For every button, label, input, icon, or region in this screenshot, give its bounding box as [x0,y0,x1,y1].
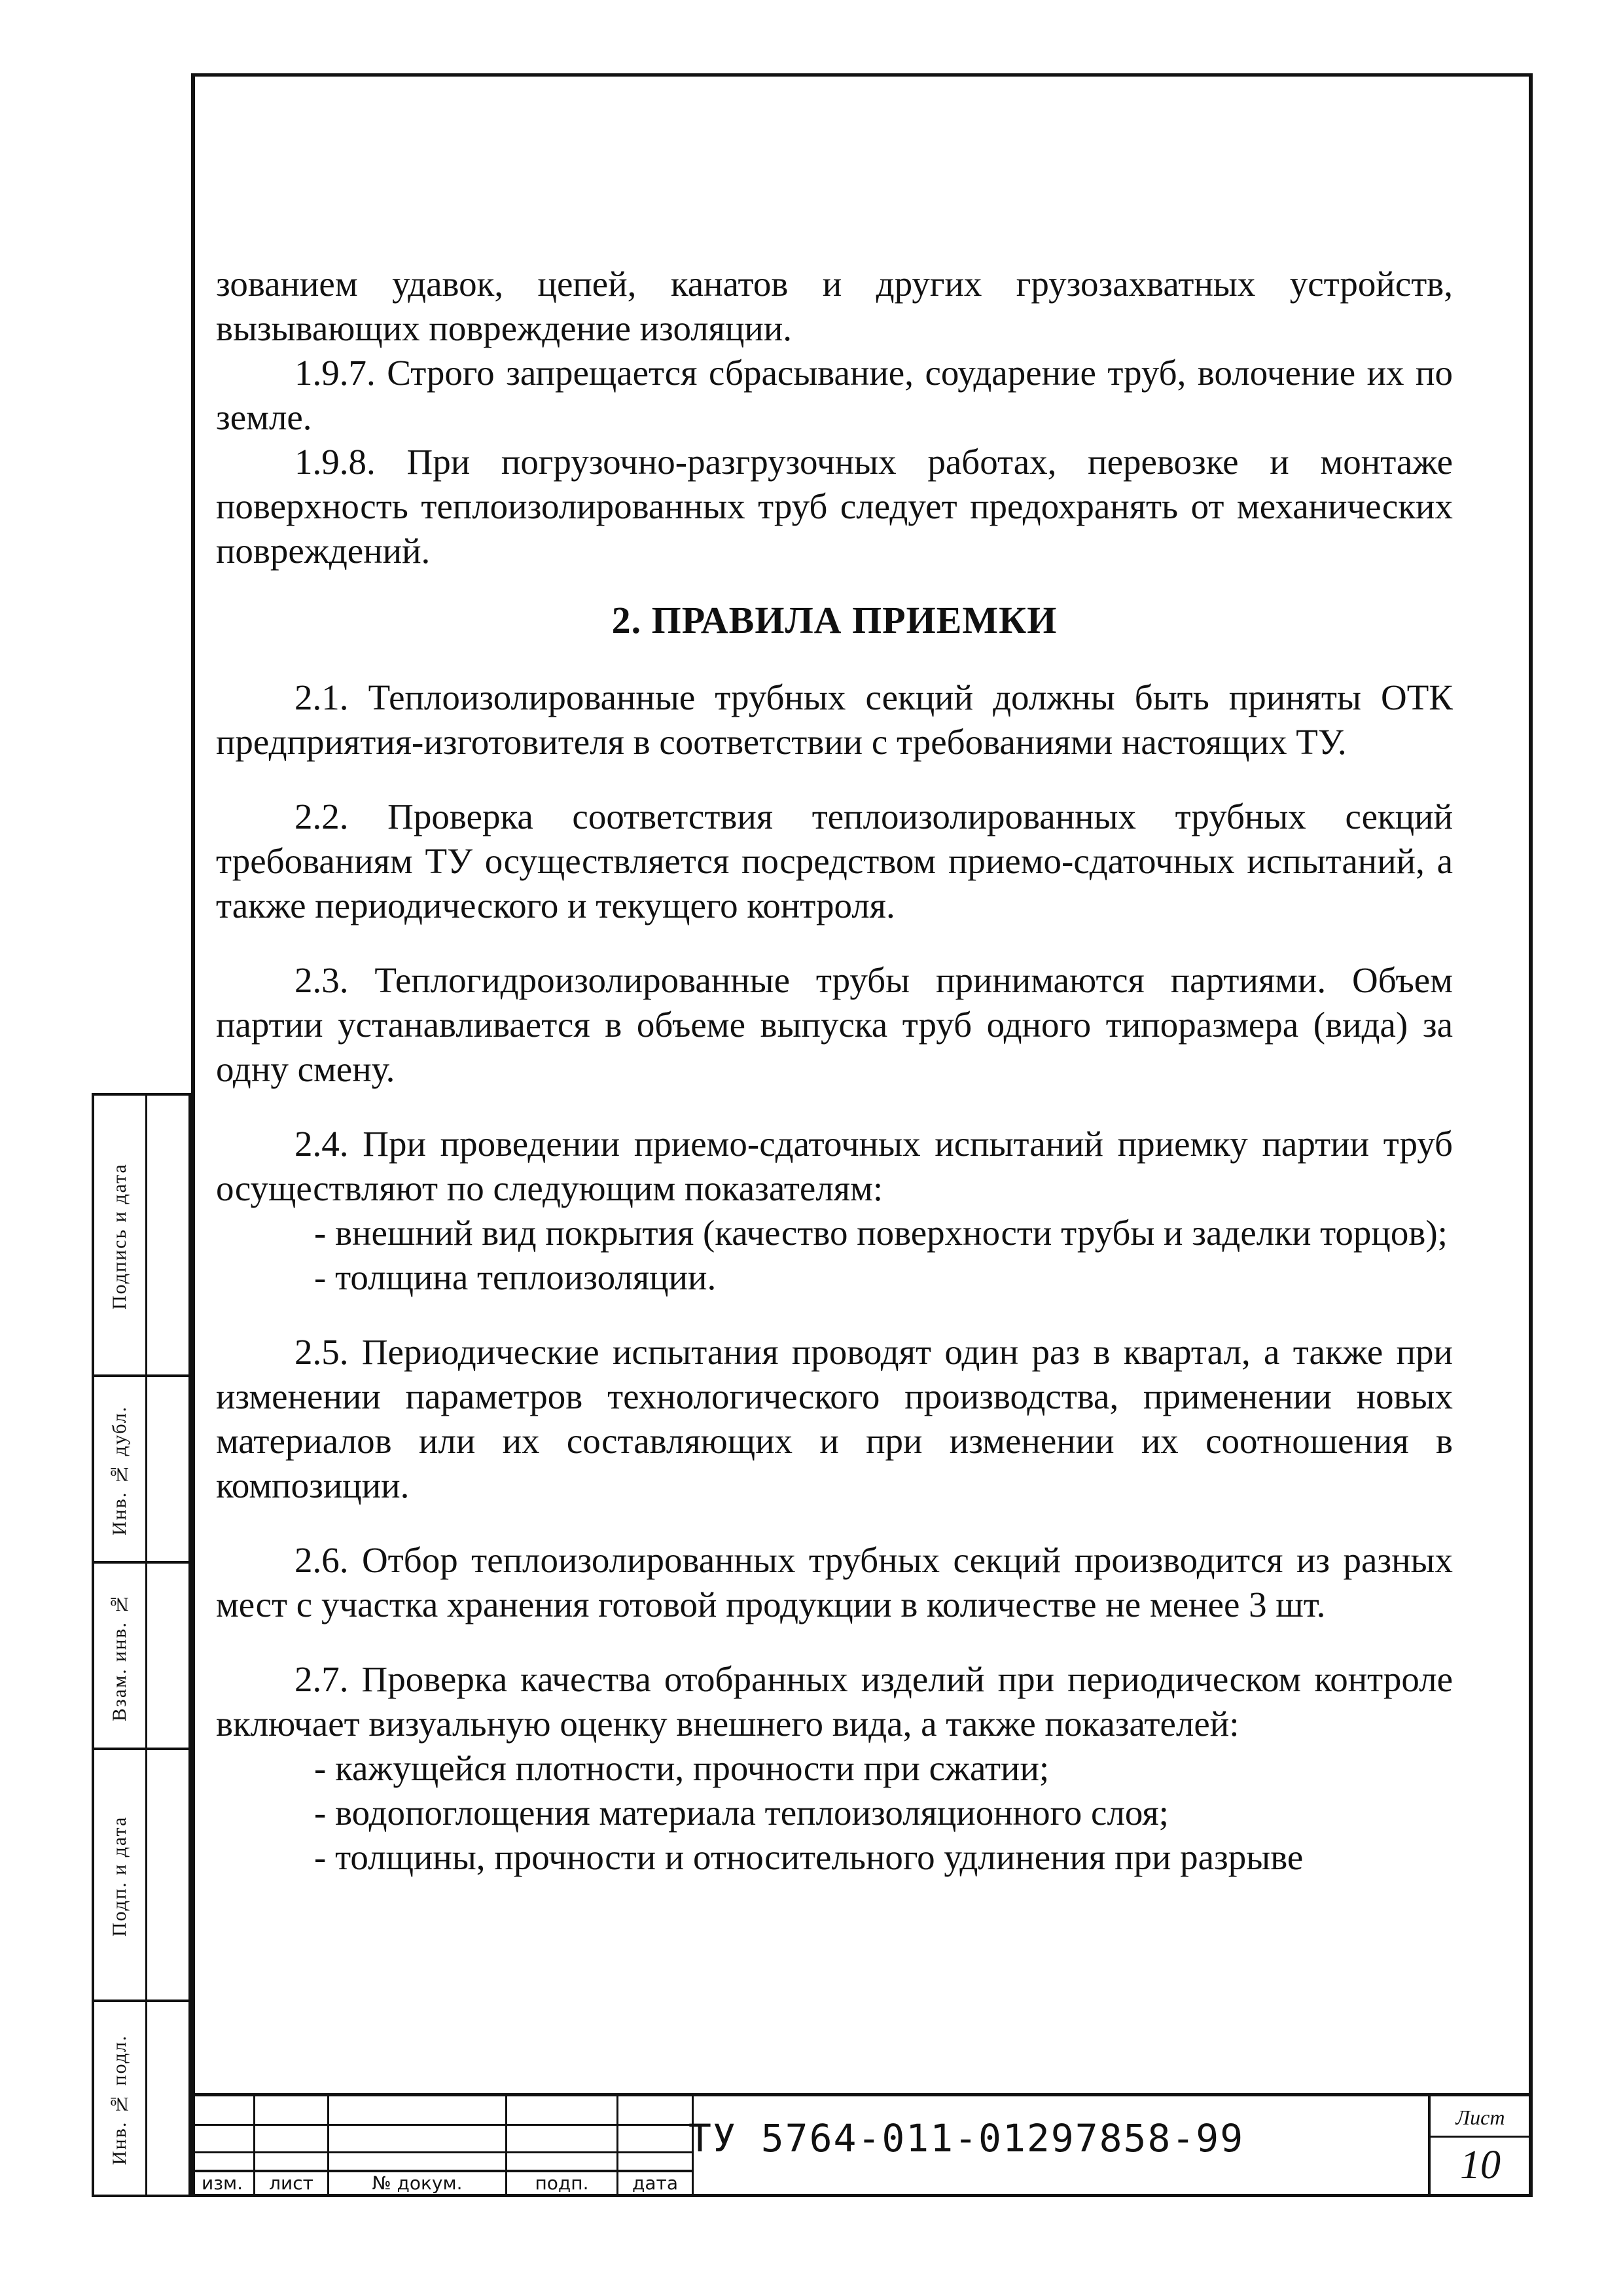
document-body [216,262,1453,1880]
strip-cell [94,2002,188,2197]
sheet-number: 10 [1460,2143,1501,2187]
stamp-header: изм. [201,2172,243,2194]
clause-2-7-item: - кажущейся плотности, прочности при сжатии; [314,1748,1050,1788]
sheet-label: Лист [1455,2106,1505,2129]
strip-cell [94,1750,188,2002]
stamp-line [191,2124,692,2126]
strip-label: Взам. инв. № [109,1592,130,1722]
stamp-header: № докум. [372,2172,463,2194]
stamp-header: дата [632,2172,678,2194]
stamp-header: лист [269,2172,313,2194]
clause-2-5: 2.5. Периодические испытания проводят один раз в квартал, а также при изменении параметров технологического производства, применении новых материалов или их составляющих и при изменении их соотношения в композиции. [216,1332,1453,1505]
clause-2-4-item: - внешний вид покрытия (качество поверхности трубы и заделки торцов); [314,1213,1448,1253]
strip-cell [94,1096,188,1377]
strip-cell [94,1377,188,1564]
strip-label: Подп. и дата [109,1816,130,1937]
stamp-header: подп. [535,2172,589,2194]
strip-label: Инв. № подл. [109,2034,130,2165]
side-stamp-strip [92,1093,191,2197]
clause-2-2: 2.2. Проверка соответствия теплоизолированных трубных секций требованиям ТУ осуществляется посредством приемо-сдаточных испытаний, а также периодического и текущего контроля. [216,797,1453,925]
clause-2-4: 2.4. При проведении приемо-сдаточных испытаний приемку партии труб осуществляют по следующим показателям: [216,1124,1453,1208]
clause-2-1: 2.1. Теплоизолированные трубных секций должны быть приняты ОТК предприятия-изготовителя в соответствии с требованиями настоящих ТУ. [216,677,1453,762]
title-block [191,2093,1533,2197]
clause-2-7: 2.7. Проверка качества отобранных изделий при периодическом контроле включает визуальную оценку внешнего вида, а также показателей: [216,1659,1453,1744]
section-heading: 2. ПРАВИЛА ПРИЕМКИ [611,599,1058,641]
clause-2-6: 2.6. Отбор теплоизолированных трубных секций производится из разных мест с участка хранения готовой продукции в количестве не менее 3 шт. [216,1540,1453,1624]
strip-label: Инв. № дубл. [109,1405,130,1535]
clause-2-7-item: - толщины, прочности и относительного удлинения при разрыве [314,1837,1304,1877]
document-code: ТУ 5764-011-01297858-99 [688,2116,1245,2161]
clause-2-3: 2.3. Теплогидроизолированные трубы принимаются партиями. Объем партии устанавливается в объеме выпуска труб одного типоразмера (вида) за одну смену. [216,960,1453,1089]
clause-2-4-item: - толщина теплоизоляции. [314,1257,717,1297]
strip-cell [94,1564,188,1750]
paragraph: зованием удавок, цепей, канатов и других грузозахватных устройств, вызывающих повреждение изоляции. [216,264,1453,348]
strip-label: Подпись и дата [109,1163,130,1310]
stamp-line [191,2151,692,2153]
clause-2-7-item: - водопоглощения материала теплоизоляционного слоя; [314,1793,1169,1833]
paragraph: 1.9.7. Строго запрещается сбрасывание, соударение труб, волочение их по земле. [216,353,1453,437]
paragraph: 1.9.8. При погрузочно-разгрузочных работах, перевозке и монтаже поверхность теплоизолированных труб следует предохранять от механических повреждений. [216,442,1453,571]
